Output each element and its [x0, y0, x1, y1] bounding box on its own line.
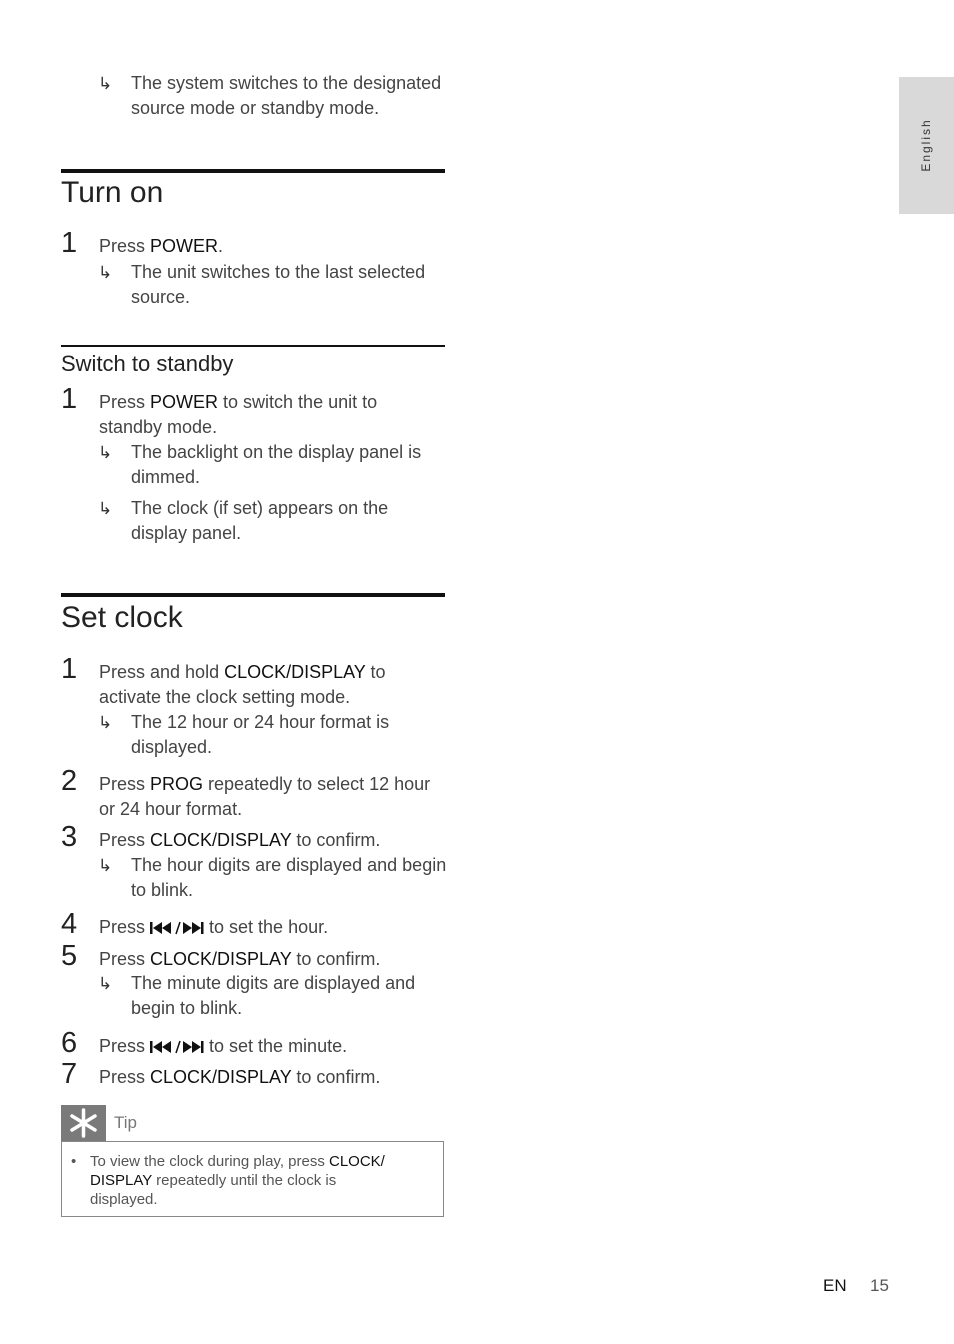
page-number: 15	[870, 1276, 889, 1295]
step-suffix: to	[365, 662, 386, 682]
result-item	[98, 440, 422, 490]
step-suffix: .	[218, 236, 224, 256]
result-item	[98, 853, 447, 903]
key-label: CLOCK/DISPLAY	[150, 830, 292, 850]
step-text	[99, 1034, 449, 1059]
result-arrow-icon: ↳	[98, 443, 113, 462]
section-rule	[61, 169, 445, 173]
result-text: source mode or standby mode.	[131, 98, 380, 118]
step-prefix: Press	[99, 949, 151, 969]
step-text	[99, 390, 449, 440]
step-text	[99, 234, 449, 259]
step-suffix: repeatedly to select 12 hour	[203, 774, 431, 794]
tip-box	[61, 1141, 444, 1217]
step-text	[99, 915, 449, 940]
result-text: The unit switches to the last selected	[131, 262, 426, 282]
result-text: dimmed.	[131, 467, 201, 487]
step-text	[99, 828, 449, 853]
step-line: or 24 hour format.	[99, 799, 243, 819]
step-number: 6	[61, 1027, 78, 1059]
result-text: to blink.	[131, 880, 194, 900]
result-item	[98, 71, 442, 121]
step-prefix: Press	[99, 236, 151, 256]
section-heading-standby: Switch to standby	[61, 351, 234, 376]
key-label: CLOCK/DISPLAY	[150, 1067, 292, 1087]
result-text: displayed.	[131, 737, 213, 757]
step-number: 1	[61, 383, 78, 415]
step-suffix: to set the hour.	[204, 917, 329, 937]
step-prefix: Press	[99, 1067, 151, 1087]
step-text	[99, 947, 449, 972]
step-prefix: Press	[99, 392, 151, 412]
result-text: The backlight on the display panel is	[131, 442, 422, 462]
tip-text-part: To view the clock during play, press	[90, 1153, 329, 1170]
footer-lang: EN	[823, 1276, 847, 1295]
step-number: 2	[61, 765, 78, 797]
key-label: DISPLAY	[90, 1172, 152, 1189]
step-prefix: Press	[99, 774, 151, 794]
result-text: The system switches to the designated	[131, 73, 442, 93]
language-label: English	[919, 118, 933, 172]
step-text	[99, 1065, 449, 1090]
step-number: 3	[61, 821, 78, 853]
prev-next-icon	[150, 921, 204, 935]
subsection-rule	[61, 345, 445, 347]
result-text: The clock (if set) appears on the	[131, 498, 389, 518]
section-rule	[61, 593, 445, 597]
step-text	[99, 772, 449, 822]
step-prefix: Press	[99, 917, 151, 937]
result-arrow-icon: ↳	[98, 263, 113, 282]
key-label: CLOCK/DISPLAY	[224, 662, 366, 682]
step-suffix: to confirm.	[291, 1067, 381, 1087]
result-item	[98, 496, 389, 546]
result-arrow-icon: ↳	[98, 74, 113, 93]
step-text	[99, 660, 449, 710]
result-text: begin to blink.	[131, 998, 243, 1018]
step-suffix: to confirm.	[291, 830, 381, 850]
step-number: 1	[61, 653, 78, 685]
step-line: standby mode.	[99, 417, 218, 437]
key-label: PROG	[150, 774, 204, 794]
step-prefix: Press	[99, 1036, 151, 1056]
step-number: 5	[61, 940, 78, 972]
result-arrow-icon: ↳	[98, 856, 113, 875]
result-arrow-icon: ↳	[98, 713, 113, 732]
result-arrow-icon: ↳	[98, 499, 113, 518]
step-number: 4	[61, 908, 78, 940]
result-text: The minute digits are displayed and	[131, 973, 416, 993]
section-heading-turn-on: Turn on	[61, 176, 164, 209]
result-text: The hour digits are displayed and begin	[131, 855, 447, 875]
section-heading-set-clock: Set clock	[61, 601, 183, 634]
key-label: CLOCK/DISPLAY	[150, 949, 292, 969]
result-text: The 12 hour or 24 hour format is	[131, 712, 390, 732]
step-line: activate the clock setting mode.	[99, 687, 351, 707]
result-item	[98, 971, 416, 1021]
tip-bullet: •	[71, 1153, 77, 1170]
result-item	[98, 710, 390, 760]
step-number: 7	[61, 1058, 78, 1090]
step-suffix: to switch the unit to	[218, 392, 378, 412]
step-suffix: to confirm.	[291, 949, 381, 969]
result-text: display panel.	[131, 523, 242, 543]
prev-next-icon	[150, 1040, 204, 1054]
result-text: source.	[131, 287, 191, 307]
key-label: POWER	[150, 392, 219, 412]
tip-text-part: displayed.	[90, 1191, 158, 1208]
key-label: CLOCK/	[329, 1153, 385, 1170]
result-arrow-icon: ↳	[98, 974, 113, 993]
language-tab	[899, 77, 954, 214]
step-suffix: to set the minute.	[204, 1036, 348, 1056]
tip-text-part: repeatedly until the clock is	[151, 1172, 337, 1189]
step-prefix: Press	[99, 830, 151, 850]
key-label: POWER	[150, 236, 219, 256]
step-number: 1	[61, 227, 78, 259]
tip-label: Tip	[114, 1113, 137, 1132]
tip-text	[90, 1152, 435, 1209]
result-item	[98, 260, 426, 310]
tip-icon	[61, 1105, 106, 1141]
step-prefix: Press and hold	[99, 662, 225, 682]
